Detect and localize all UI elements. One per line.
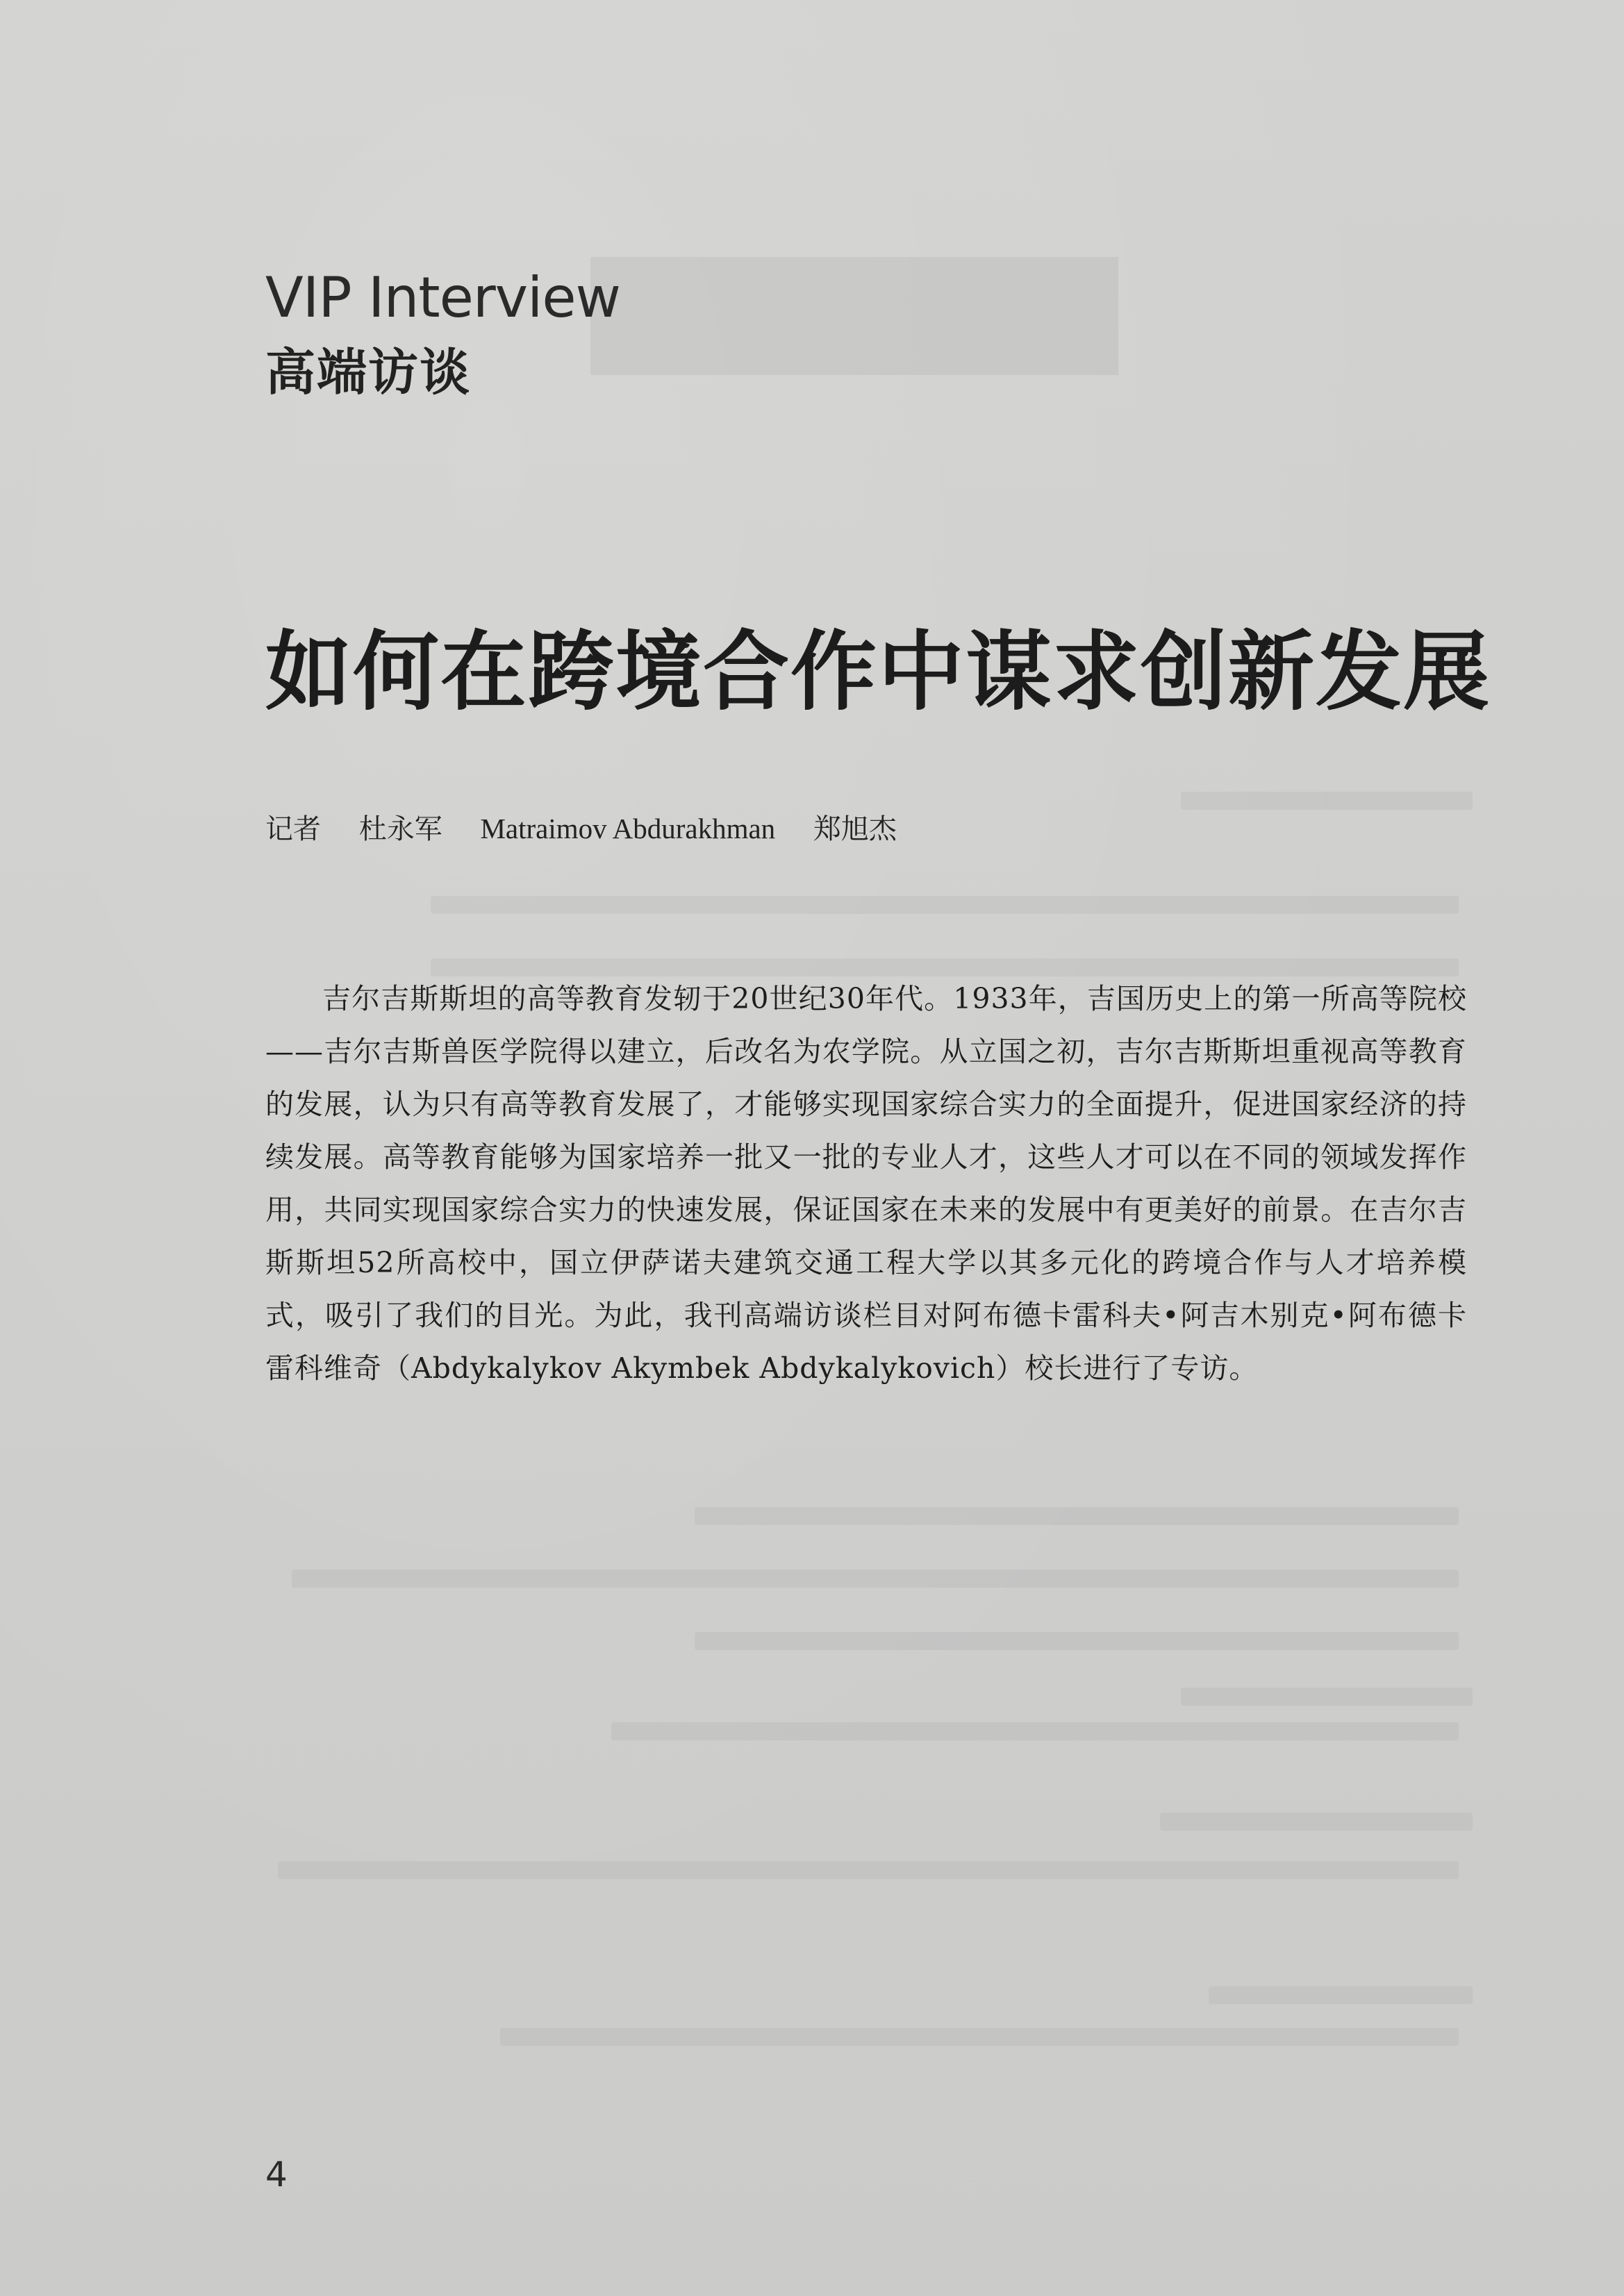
- bleed-through-line: [1181, 1688, 1473, 1706]
- byline-author: Matraimov Abdurakhman: [480, 813, 776, 845]
- bleed-through-line: [431, 896, 1459, 914]
- bleed-through-line: [1160, 1813, 1473, 1831]
- byline-author: 郑旭杰: [813, 813, 897, 845]
- article-title: 如何在跨境合作中谋求创新发展: [265, 622, 1491, 722]
- byline-author: 杜永军: [358, 813, 442, 845]
- bleed-through-line: [695, 1507, 1459, 1525]
- byline: [265, 807, 926, 847]
- page-number: 4: [265, 2154, 288, 2195]
- section-title-zh: 高端访谈: [265, 343, 472, 401]
- byline-role: 记者: [265, 813, 321, 845]
- bleed-through-line: [500, 2028, 1459, 2046]
- bleed-through-line: [292, 1570, 1459, 1588]
- bleed-through-line: [611, 1722, 1459, 1740]
- bleed-through-line: [278, 1861, 1459, 1879]
- article-body: 吉尔吉斯斯坦的高等教育发轫于20世纪30年代。1933年，吉国历史上的第一所高等院校——吉尔吉斯兽医学院得以建立，后改名为农学院。从立国之初，吉尔吉斯斯坦重视高等教育的发展，认为只有高等教育发展了，才能够实现国家综合实力的全面提升，促进国家经济的持续发展。高等教育能够为国家培养一批又一批的专业人才，这些人才可以在不同的领域发挥作用，共同实现国家综合实力的快速发展，保证国家在未来的发展中有更美好的前景。在吉尔吉斯斯坦52所高校中，国立伊萨诺夫建筑交通工程大学以其多元化的跨境合作与人才培养模式，吸引了我们的目光。为此，我刊高端访谈栏目对阿布德卡雷科夫•阿吉木别克•阿布德卡雷科维奇（Abdykalykov Akymbek Abdykalykovich）校长进行了专访。: [265, 982, 1467, 1385]
- bleed-through-line: [1181, 792, 1473, 810]
- section-title-en: VIP Interview: [265, 265, 620, 330]
- bleed-through-block: [590, 257, 1118, 375]
- bleed-through-line: [1209, 1986, 1473, 2004]
- bleed-through-line: [695, 1632, 1459, 1650]
